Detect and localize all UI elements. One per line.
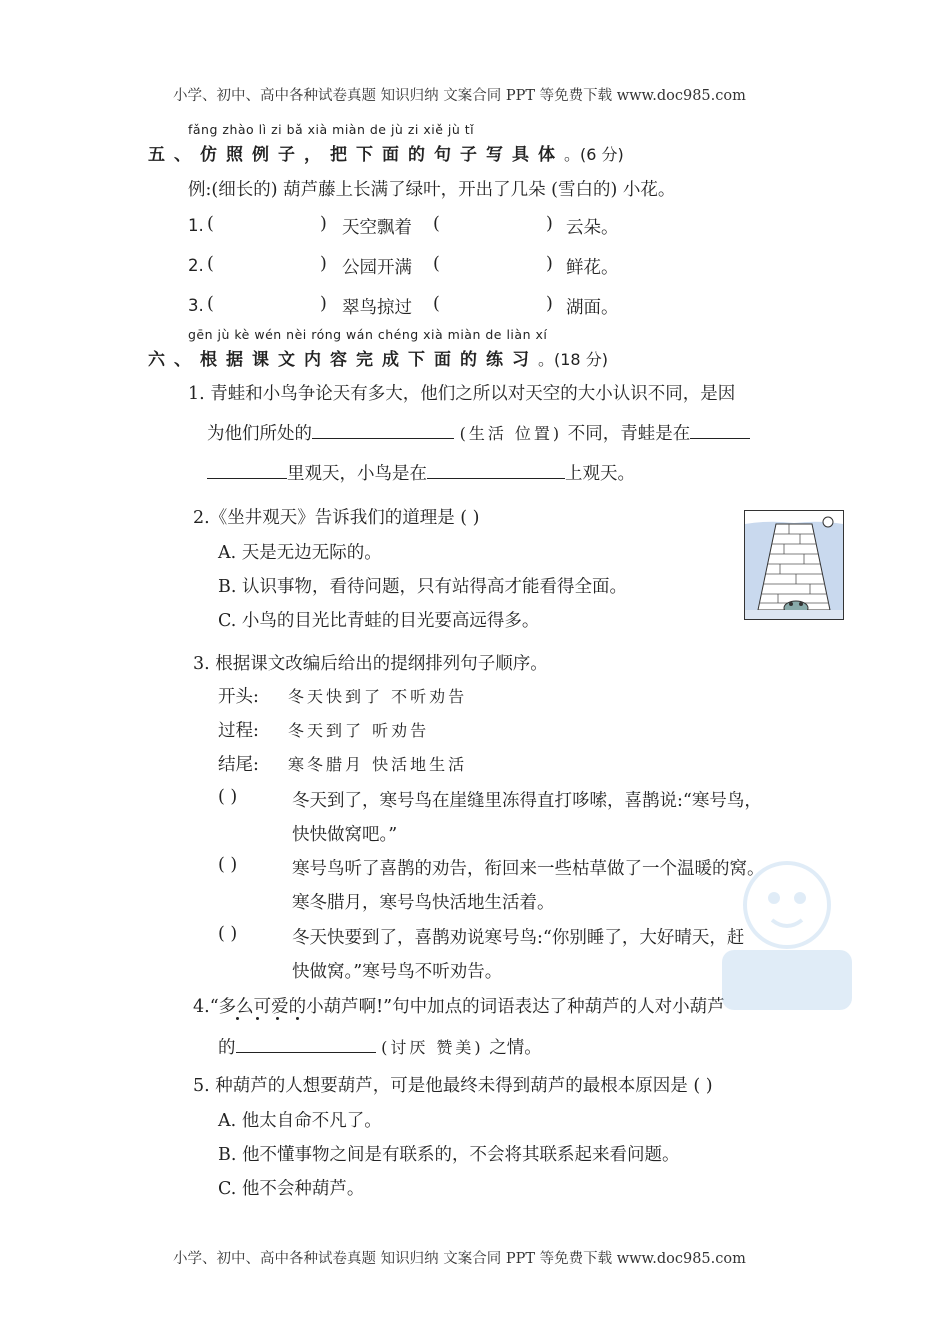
q4-line2: 的 (讨厌 赞美) 之情。 (218, 1034, 542, 1059)
q3-outline-middle-text: 冬天到了 听劝告 (288, 721, 430, 740)
q2-option-a[interactable]: A. 天是无边无际的。 (218, 543, 382, 563)
section5-example: 例:(细长的) 葫芦藤上长满了绿叶，开出了几朵 (雪白的) 小花。 (188, 180, 676, 200)
q1-blank-2a[interactable] (690, 420, 750, 439)
emphasis-dot (256, 1017, 259, 1020)
q3-answer-paren-3[interactable]: ( ) (218, 924, 238, 944)
q5-stem: 5. 种葫芦的人想要葫芦，可是他最终未得到葫芦的最根本原因是 ( ) (193, 1076, 713, 1096)
page-footer: 小学、初中、高中各种试卷真题 知识归纳 文案合同 PPT 等免费下载 www.doc985.com (173, 1251, 746, 1267)
section5-title: 五、仿照例子，把下面的句子写具体。(6 分) (148, 145, 624, 165)
q2-option-c[interactable]: C. 小鸟的目光比青蛙的目光要高远得多。 (218, 611, 540, 631)
emphasis-dot (296, 1017, 299, 1020)
q4-line1: 4.“多么可爱的小葫芦啊!”句中加点的词语表达了种葫芦的人对小葫芦 (193, 997, 725, 1017)
section6-pinyin: gēn jù kè wén nèi róng wán chéng xià miàn de liàn xí (188, 327, 548, 342)
q5-option-c[interactable]: C. 他不会种葫芦。 (218, 1179, 365, 1199)
q3-outline-end-label: 结尾: (218, 755, 259, 775)
q3-sentence-2a: 寒号鸟听了喜鹊的劝告，衔回来一些枯草做了一个温暖的窝。 (292, 859, 765, 879)
q3-outline-middle-label: 过程: (218, 721, 259, 741)
q2-option-b[interactable]: B. 认识事物，看待问题，只有站得高才能看得全面。 (218, 577, 627, 597)
q1-blank-3[interactable] (427, 460, 565, 479)
emphasis-dot (276, 1017, 279, 1020)
well-frog-illustration (744, 510, 844, 620)
q3-outline-start-text: 冬天快到了 不听劝告 (288, 687, 468, 706)
emphasis-dot (236, 1017, 239, 1020)
q3-outline-start-label: 开头: (218, 687, 259, 707)
q3-sentence-3a: 冬天快要到了，喜鹊劝说寒号鸟:“你别睡了，大好晴天，赶 (292, 928, 745, 948)
page-header: 小学、初中、高中各种试卷真题 知识归纳 文案合同 PPT 等免费下载 www.doc985.com (173, 88, 746, 104)
q3-sentence-2b: 寒冬腊月，寒号鸟快活地生活着。 (292, 893, 555, 913)
q3-stem: 3. 根据课文改编后给出的提纲排列句子顺序。 (193, 654, 548, 674)
q1-line2: 为他们所处的 (生活 位置) 不同，青蛙是在 (207, 420, 750, 445)
watermark-logo (712, 850, 862, 1020)
q3-answer-paren-1[interactable]: ( ) (218, 787, 238, 807)
q4-blank[interactable] (236, 1034, 376, 1053)
q1-blank-1[interactable] (312, 420, 454, 439)
q1-line3: 里观天，小鸟是在 上观天。 (207, 460, 635, 485)
q5-option-a[interactable]: A. 他太自命不凡了。 (218, 1111, 382, 1131)
q3-sentence-1a: 冬天到了，寒号鸟在崖缝里冻得直打哆嗦，喜鹊说:“寒号鸟， (292, 791, 762, 811)
q1-blank-2b[interactable] (207, 460, 287, 479)
q3-sentence-3b: 快做窝。”寒号鸟不听劝告。 (292, 962, 503, 982)
q5-option-b[interactable]: B. 他不懂事物之间是有联系的，不会将其联系起来看问题。 (218, 1145, 680, 1165)
q3-outline-end-text: 寒冬腊月 快活地生活 (288, 755, 468, 774)
section5-pinyin: fǎng zhào lì zi bǎ xià miàn de jù zi xiě jù tǐ (188, 122, 475, 137)
q2-stem: 2.《坐井观天》告诉我们的道理是 ( ) (193, 508, 480, 528)
q1-line1: 1. 青蛙和小鸟争论天有多大，他们之所以对天空的大小认识不同，是因 (188, 384, 736, 404)
q3-sentence-1b: 快快做窝吧。” (292, 825, 398, 845)
q3-answer-paren-2[interactable]: ( ) (218, 855, 238, 875)
section6-title: 六、根据课文内容完成下面的练习。(18 分) (148, 350, 608, 370)
